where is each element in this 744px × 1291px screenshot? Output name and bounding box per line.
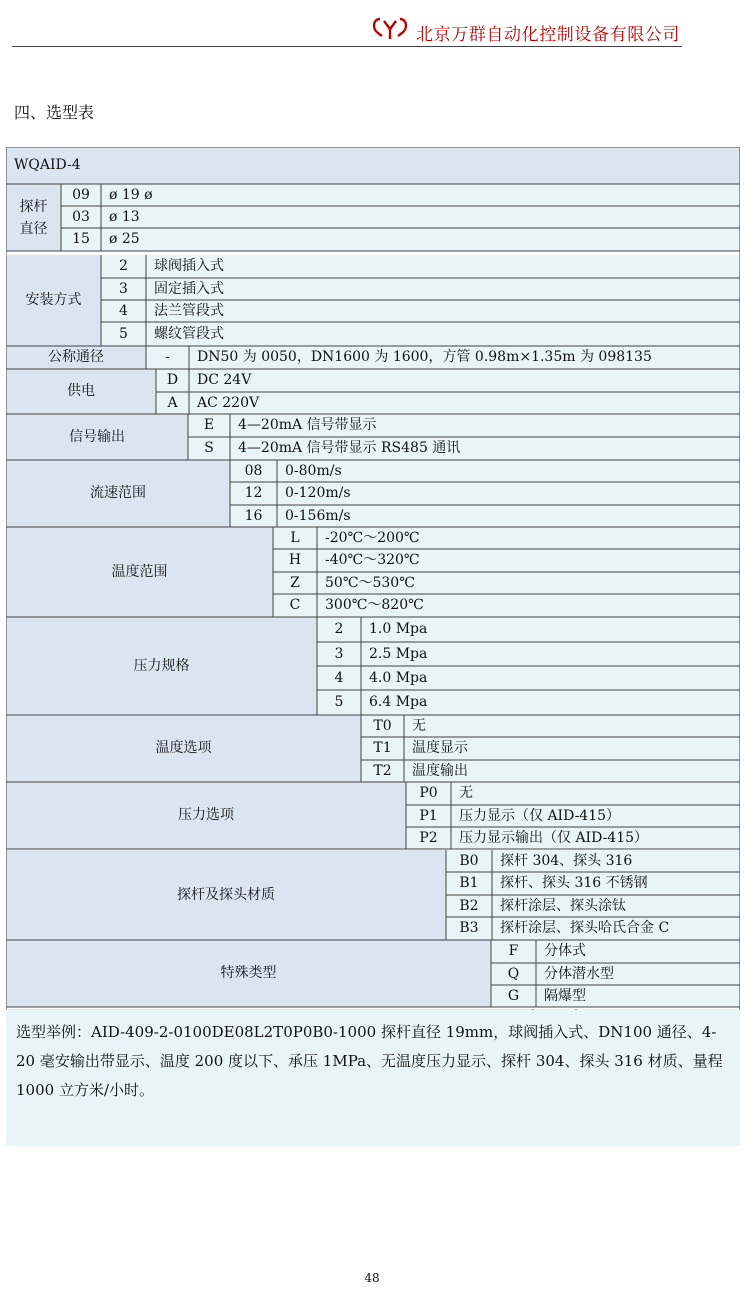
option-desc-diameter: ø 19 ø [101, 184, 740, 206]
option-code-install: 5 [101, 322, 146, 346]
option-code-flow: 16 [230, 505, 277, 527]
option-code-material: B0 [446, 850, 492, 872]
group-label-nominal: 公称通径 [6, 346, 146, 369]
option-code-install: 3 [101, 278, 146, 300]
option-code-press_opt: P0 [406, 782, 451, 805]
group-label-special: 特殊类型 [6, 940, 491, 1007]
diameter-label-line2: 直径 [19, 220, 48, 237]
option-desc-temp: 50℃～530℃ [317, 572, 740, 594]
option-desc-material: 探杆 304、探头 316 [492, 850, 740, 872]
page-header [12, 12, 682, 47]
option-code-material: B2 [446, 895, 492, 917]
option-desc-signal: 4—20mA 信号带显示 [230, 414, 740, 437]
option-desc-install: 球阀插入式 [146, 255, 740, 278]
option-desc-diameter: ø 13 [101, 206, 740, 228]
option-code-material: B3 [446, 917, 492, 940]
option-desc-power: AC 220V [189, 392, 740, 414]
option-code-temp: Z [273, 572, 317, 594]
option-code-special: G [491, 985, 536, 1007]
option-code-flow: 12 [230, 482, 277, 505]
option-code-power: D [156, 369, 189, 392]
option-code-diameter: 09 [61, 184, 101, 206]
option-code-special: F [491, 940, 536, 963]
option-desc-special: 分体式 [536, 940, 740, 963]
option-desc-flow: 0-156m/s [277, 505, 740, 527]
option-desc-pressure: 4.0 Mpa [361, 666, 740, 690]
option-desc-material: 探杆、探头 316 不锈钢 [492, 872, 740, 895]
option-desc-temp: -40℃～320℃ [317, 549, 740, 572]
group-label-material: 探杆及探头材质 [6, 850, 446, 940]
option-code-diameter: 15 [61, 228, 101, 251]
option-desc-press_opt: 压力显示（仅 AID-415） [451, 805, 740, 827]
option-code-pressure: 3 [317, 642, 361, 666]
option-desc-pressure: 2.5 Mpa [361, 642, 740, 666]
option-desc-install: 法兰管段式 [146, 300, 740, 322]
option-desc-temp_opt: 温度输出 [404, 760, 740, 782]
option-code-temp: C [273, 594, 317, 617]
company-logo [370, 15, 410, 41]
option-code-signal: S [188, 437, 230, 460]
option-desc-flow: 0-120m/s [277, 482, 740, 505]
group-label-pressure: 压力规格 [6, 617, 317, 715]
option-desc-temp: 300℃～820℃ [317, 594, 740, 617]
model-row: WQAID-4 [6, 147, 740, 184]
group-label-diameter [6, 184, 61, 251]
option-desc-press_opt: 无 [451, 782, 740, 805]
option-desc-special: 隔爆型 [536, 985, 740, 1007]
selection-example: 选型举例：AID-409-2-0100DE08L2T0P0B0-1000 探杆直径 19mm，球阀插入式、DN100 通径、4-20 毫安输出带显示、温度 200 度以下、承压 1MPa、无温度压力显示、探杆 304、探头 316 材质、量程 1000 立方米/小时。 [6, 1010, 740, 1146]
option-code-flow: 08 [230, 460, 277, 482]
option-desc-diameter: ø 25 [101, 228, 740, 251]
option-code-pressure: 5 [317, 690, 361, 715]
selection-table [6, 147, 740, 1146]
option-code-signal: E [188, 414, 230, 437]
option-desc-signal: 4—20mA 信号带显示 RS485 通讯 [230, 437, 740, 460]
option-desc-pressure: 1.0 Mpa [361, 617, 740, 642]
option-code-temp_opt: T0 [361, 715, 404, 737]
option-code-diameter: 03 [61, 206, 101, 228]
option-code-temp_opt: T2 [361, 760, 404, 782]
option-code-pressure: 4 [317, 666, 361, 690]
group-label-flow: 流速范围 [6, 460, 230, 527]
group-label-temp_opt: 温度选项 [6, 715, 361, 782]
group-label-temp: 温度范围 [6, 527, 273, 617]
option-desc-material: 探杆涂层、探头涂钛 [492, 895, 740, 917]
option-code-press_opt: P1 [406, 805, 451, 827]
option-code-power: A [156, 392, 189, 414]
option-desc-flow: 0-80m/s [277, 460, 740, 482]
section-title: 四、选型表 [14, 103, 95, 122]
page-number: 48 [364, 1271, 380, 1285]
option-desc-power: DC 24V [189, 369, 740, 392]
group-label-signal: 信号输出 [6, 414, 188, 460]
option-code-press_opt: P2 [406, 827, 451, 849]
group-label-press_opt: 压力选项 [6, 782, 406, 849]
option-desc-temp_opt: 温度显示 [404, 737, 740, 760]
option-code-temp_opt: T1 [361, 737, 404, 760]
diameter-label-line1: 探杆 [19, 198, 48, 215]
option-desc-temp_opt: 无 [404, 715, 740, 737]
option-desc-install: 螺纹管段式 [146, 322, 740, 346]
group-label-power: 供电 [6, 369, 156, 414]
option-desc-material: 探杆涂层、探头哈氏合金 C [492, 917, 740, 940]
option-code-install: 2 [101, 255, 146, 278]
option-desc-pressure: 6.4 Mpa [361, 690, 740, 715]
option-desc-special: 分体潜水型 [536, 963, 740, 985]
option-code-material: B1 [446, 872, 492, 895]
option-code-temp: L [273, 527, 317, 549]
option-desc-nominal: DN50 为 0050，DN1600 为 1600，方管 0.98m×1.35m 为 098135 [189, 346, 740, 369]
option-code-pressure: 2 [317, 617, 361, 642]
group-label-install: 安装方式 [6, 255, 101, 346]
option-desc-temp: -20℃～200℃ [317, 527, 740, 549]
option-code-nominal: - [146, 346, 189, 369]
option-desc-press_opt: 压力显示输出（仅 AID-415） [451, 827, 740, 849]
option-code-special: Q [491, 963, 536, 985]
option-code-temp: H [273, 549, 317, 572]
company-name: 北京万群自动化控制设备有限公司 [416, 25, 680, 45]
option-desc-install: 固定插入式 [146, 278, 740, 300]
option-code-install: 4 [101, 300, 146, 322]
